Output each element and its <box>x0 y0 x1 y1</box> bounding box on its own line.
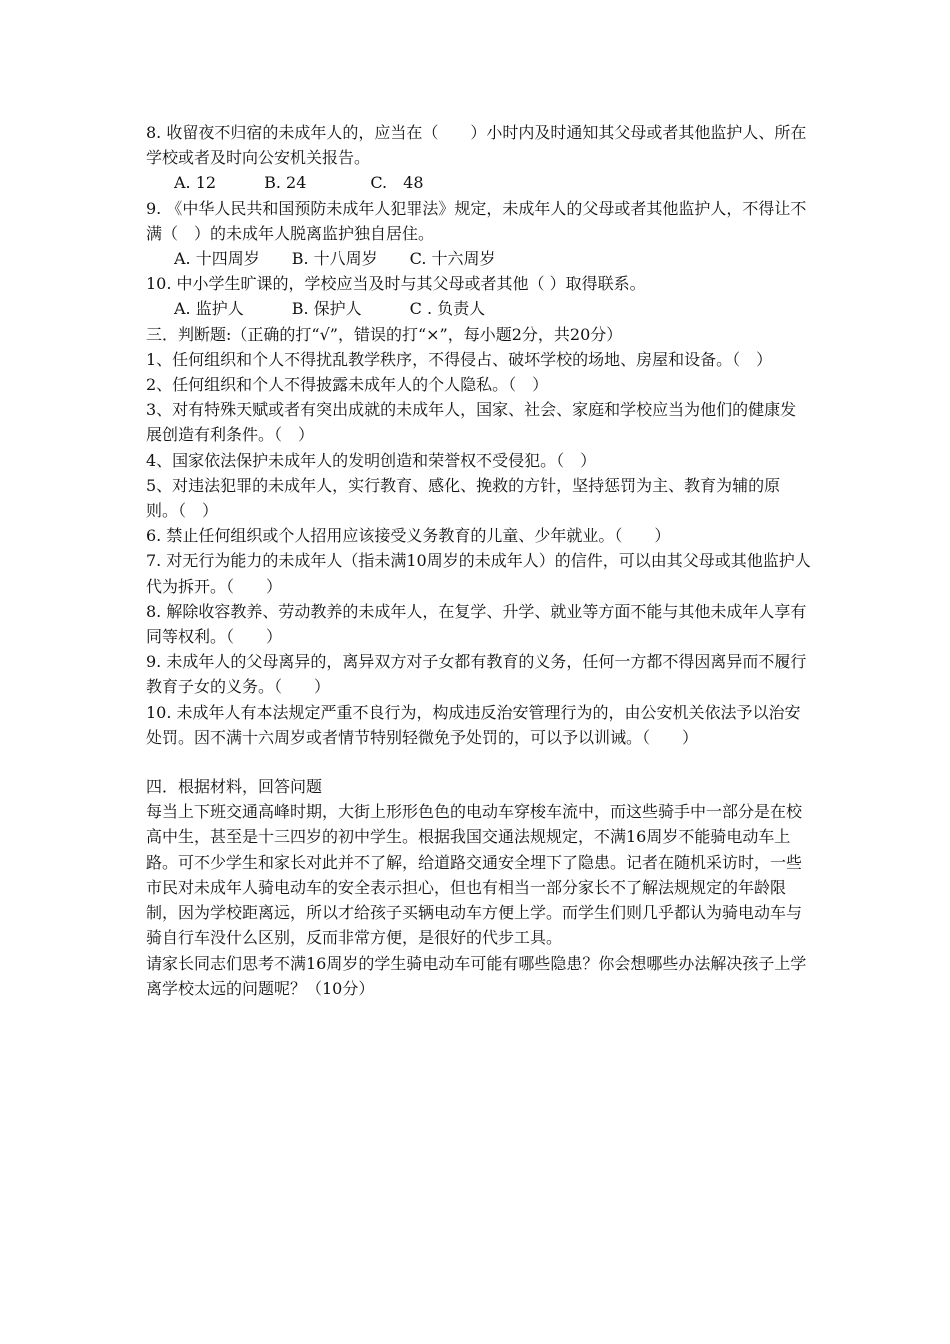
judge-item-5: 5、对违法犯罪的未成年人，实行教育、感化、挽救的方针，坚持惩罚为主、教育为辅的原则。（ ） <box>146 475 781 521</box>
section-spacer <box>146 750 811 774</box>
judge-section-heading: 三．判断题:（正确的打“√”，错误的打“×”，每小题2分，共20分） <box>146 324 623 344</box>
question-9: 9. 《中华人民共和国预防未成年人犯罪法》规定，未成年人的父母或者其他监护人，不得让不满（ ）的未成年人脱离监护独自居住。 <box>146 198 807 243</box>
judge-item-10: 10. 未成年人有本法规定严重不良行为，构成违反治安管理行为的，由公安机关依法予以治安处罚。因不满十六周岁或者情节特别轻微免予处罚的，可以予以训诫。（ ） <box>146 702 801 747</box>
judge-item-2: 2、任何组织和个人不得披露未成年人的个人隐私。（ ） <box>146 375 549 395</box>
question-10-options: A. 监护人 B. 保护人 C . 负责人 <box>174 299 486 319</box>
judge-item-9: 9. 未成年人的父母离异的，离异双方对子女都有教育的义务，任何一方都不得因离异而不履行教育子女的义务。（ ） <box>146 652 807 697</box>
judge-item-3: 3、对有特殊天赋或者有突出成就的未成年人，国家、社会、家庭和学校应当为他们的健康发展创造有利条件。（ ） <box>146 400 797 445</box>
question-9-options: A. 十四周岁 B. 十八周岁 C. 十六周岁 <box>174 249 496 269</box>
question-8: 8. 收留夜不归宿的未成年人的，应当在（ ）小时内及时通知其父母或者其他监护人、所在学校或者及时向公安机关报告。 <box>146 123 807 168</box>
judge-item-7: 7. 对无行为能力的未成年人（指未满10周岁的未成年人）的信件，可以由其父母或其他监护人代为拆开。（ ） <box>146 551 811 596</box>
judge-item-1: 1、任何组织和个人不得扰乱教学秩序，不得侵占、破坏学校的场地、房屋和设备。（ ） <box>146 349 773 369</box>
material-passage: 每当上下班交通高峰时期，大街上形形色色的电动车穿梭车流中，而这些骑手中一部分是在校高中生，甚至是十三四岁的初中学生。根据我国交通法规规定，不满16周岁不能骑电动车上路。可不少学生和家长对此并不了解，给道路交通安全埋下了隐患。记者在随机采访时，一些市民对未成年人骑电动车的安全表示担心，但也有相当一部分家长不了解法规规定的年龄限制，因为学校距离远，所以才给孩子买辆电动车方便上学。而学生们则几乎都认为骑电动车与骑自行车没什么区别，反而非常方便，是很好的代步工具。 <box>146 802 803 948</box>
material-section-heading: 四．根据材料，回答问题 <box>146 777 323 797</box>
document-page <box>146 120 811 1001</box>
material-question: 请家长同志们思考不满16周岁的学生骑电动车可能有哪些隐患？你会想哪些办法解决孩子上学离学校太远的问题呢？（10分） <box>146 953 807 998</box>
judge-item-4: 4、国家依法保护未成年人的发明创造和荣誉权不受侵犯。（ ） <box>146 450 597 470</box>
question-10: 10. 中小学生旷课的，学校应当及时与其父母或者其他（ ）取得联系。 <box>146 274 646 294</box>
judge-item-8: 8. 解除收容教养、劳动教养的未成年人，在复学、升学、就业等方面不能与其他未成年人享有同等权利。（ ） <box>146 601 807 647</box>
question-8-options: A. 12 B. 24 C. 48 <box>174 173 424 193</box>
judge-item-6: 6. 禁止任何组织或个人招用应该接受义务教育的儿童、少年就业。（ ） <box>146 526 671 546</box>
